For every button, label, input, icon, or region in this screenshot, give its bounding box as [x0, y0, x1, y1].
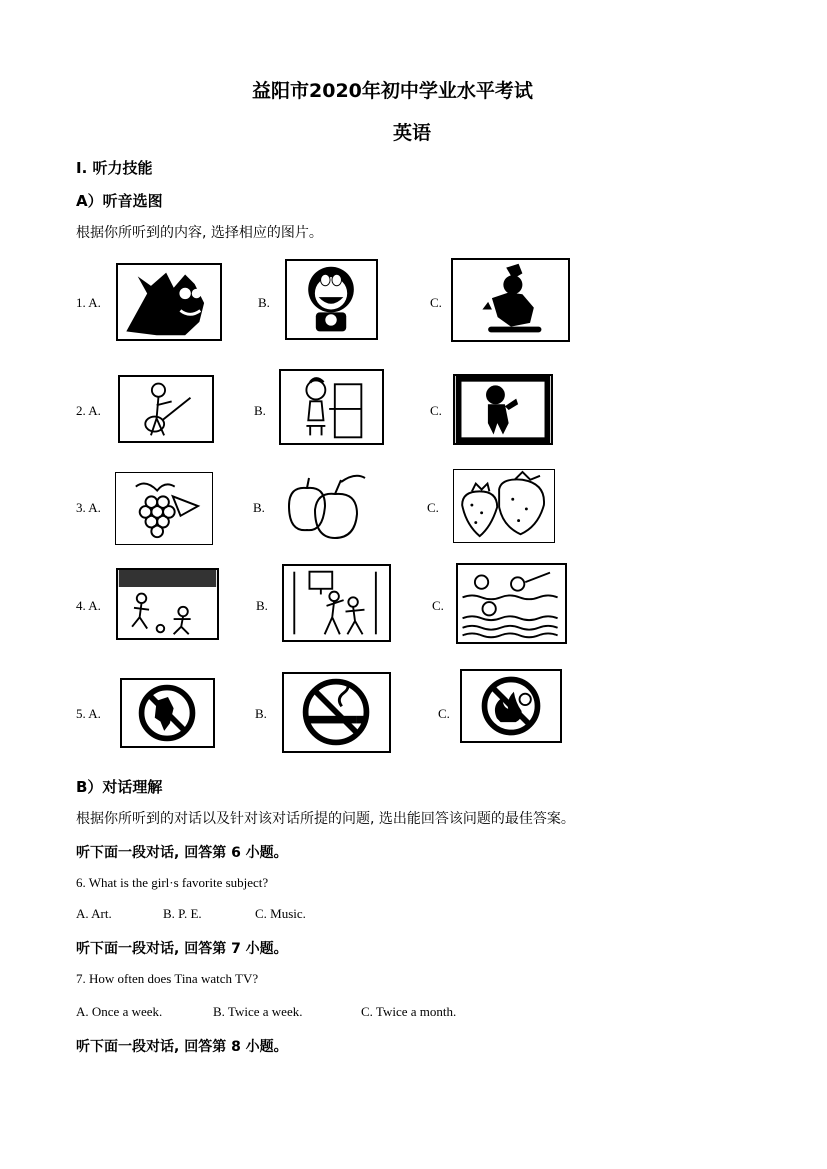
listen-instruction-8: 听下面一段对话, 回答第 8 小题。 — [76, 1039, 288, 1055]
q6-option-b: B. P. E. — [163, 906, 202, 921]
q5-label-b: B. — [255, 706, 267, 721]
monster-picture — [116, 263, 222, 341]
q3-label-c: C. — [427, 500, 439, 515]
exam-subject: 英语 — [393, 122, 432, 144]
q4-label-a: 4. A. — [76, 598, 101, 613]
part-b-instruction: 根据你所听到的对话以及针对该对话所提的问题, 选出能回答该问题的最佳答案。 — [76, 811, 575, 827]
swimming-picture — [456, 563, 567, 644]
grapes-picture — [115, 472, 213, 545]
q1-label-b: B. — [258, 295, 270, 310]
apples-picture — [279, 470, 381, 542]
q5-label-c: C. — [438, 706, 450, 721]
q4-label-c: C. — [432, 598, 444, 613]
no-fire-sign — [460, 669, 562, 743]
part-a-heading: A）听音选图 — [76, 192, 163, 210]
football-picture — [116, 568, 219, 640]
exam-title: 益阳市2020年初中学业水平考试 — [252, 80, 533, 102]
q2-label-a: 2. A. — [76, 403, 101, 418]
question-7: 7. How often does Tina watch TV? — [76, 971, 259, 986]
q7-option-c: C. Twice a month. — [361, 1004, 457, 1019]
robot-cat-picture — [285, 259, 378, 340]
q5-label-a: 5. A. — [76, 706, 101, 721]
question-6: 6. What is the girl·s favorite subject? — [76, 875, 269, 890]
duck-picture — [451, 258, 570, 342]
part-a-instruction: 根据你所听到的内容, 选择相应的图片。 — [76, 225, 323, 241]
piano-picture — [279, 369, 384, 445]
section-heading: Ⅰ. 听力技能 — [76, 159, 153, 177]
q6-option-a: A. Art. — [76, 906, 112, 921]
q7-option-b: B. Twice a week. — [213, 1004, 303, 1019]
guitar-picture — [118, 375, 214, 443]
q7-option-a: A. Once a week. — [76, 1004, 163, 1019]
q2-label-b: B. — [254, 403, 266, 418]
listen-instruction-7: 听下面一段对话, 回答第 7 小题。 — [76, 941, 288, 957]
q3-label-a: 3. A. — [76, 500, 101, 515]
q4-label-b: B. — [256, 598, 268, 613]
q3-label-b: B. — [253, 500, 265, 515]
q6-option-c: C. Music. — [255, 906, 306, 921]
basketball-picture — [282, 564, 391, 642]
q1-label-c: C. — [430, 295, 442, 310]
q1-label-a: 1. A. — [76, 295, 101, 310]
q2-label-c: C. — [430, 403, 442, 418]
no-littering-sign — [120, 678, 215, 748]
part-b-heading: B）对话理解 — [76, 778, 163, 796]
no-smoking-sign — [282, 672, 391, 753]
violin-picture — [453, 374, 553, 445]
strawberries-picture — [453, 469, 555, 543]
listen-instruction-6: 听下面一段对话, 回答第 6 小题。 — [76, 845, 288, 861]
